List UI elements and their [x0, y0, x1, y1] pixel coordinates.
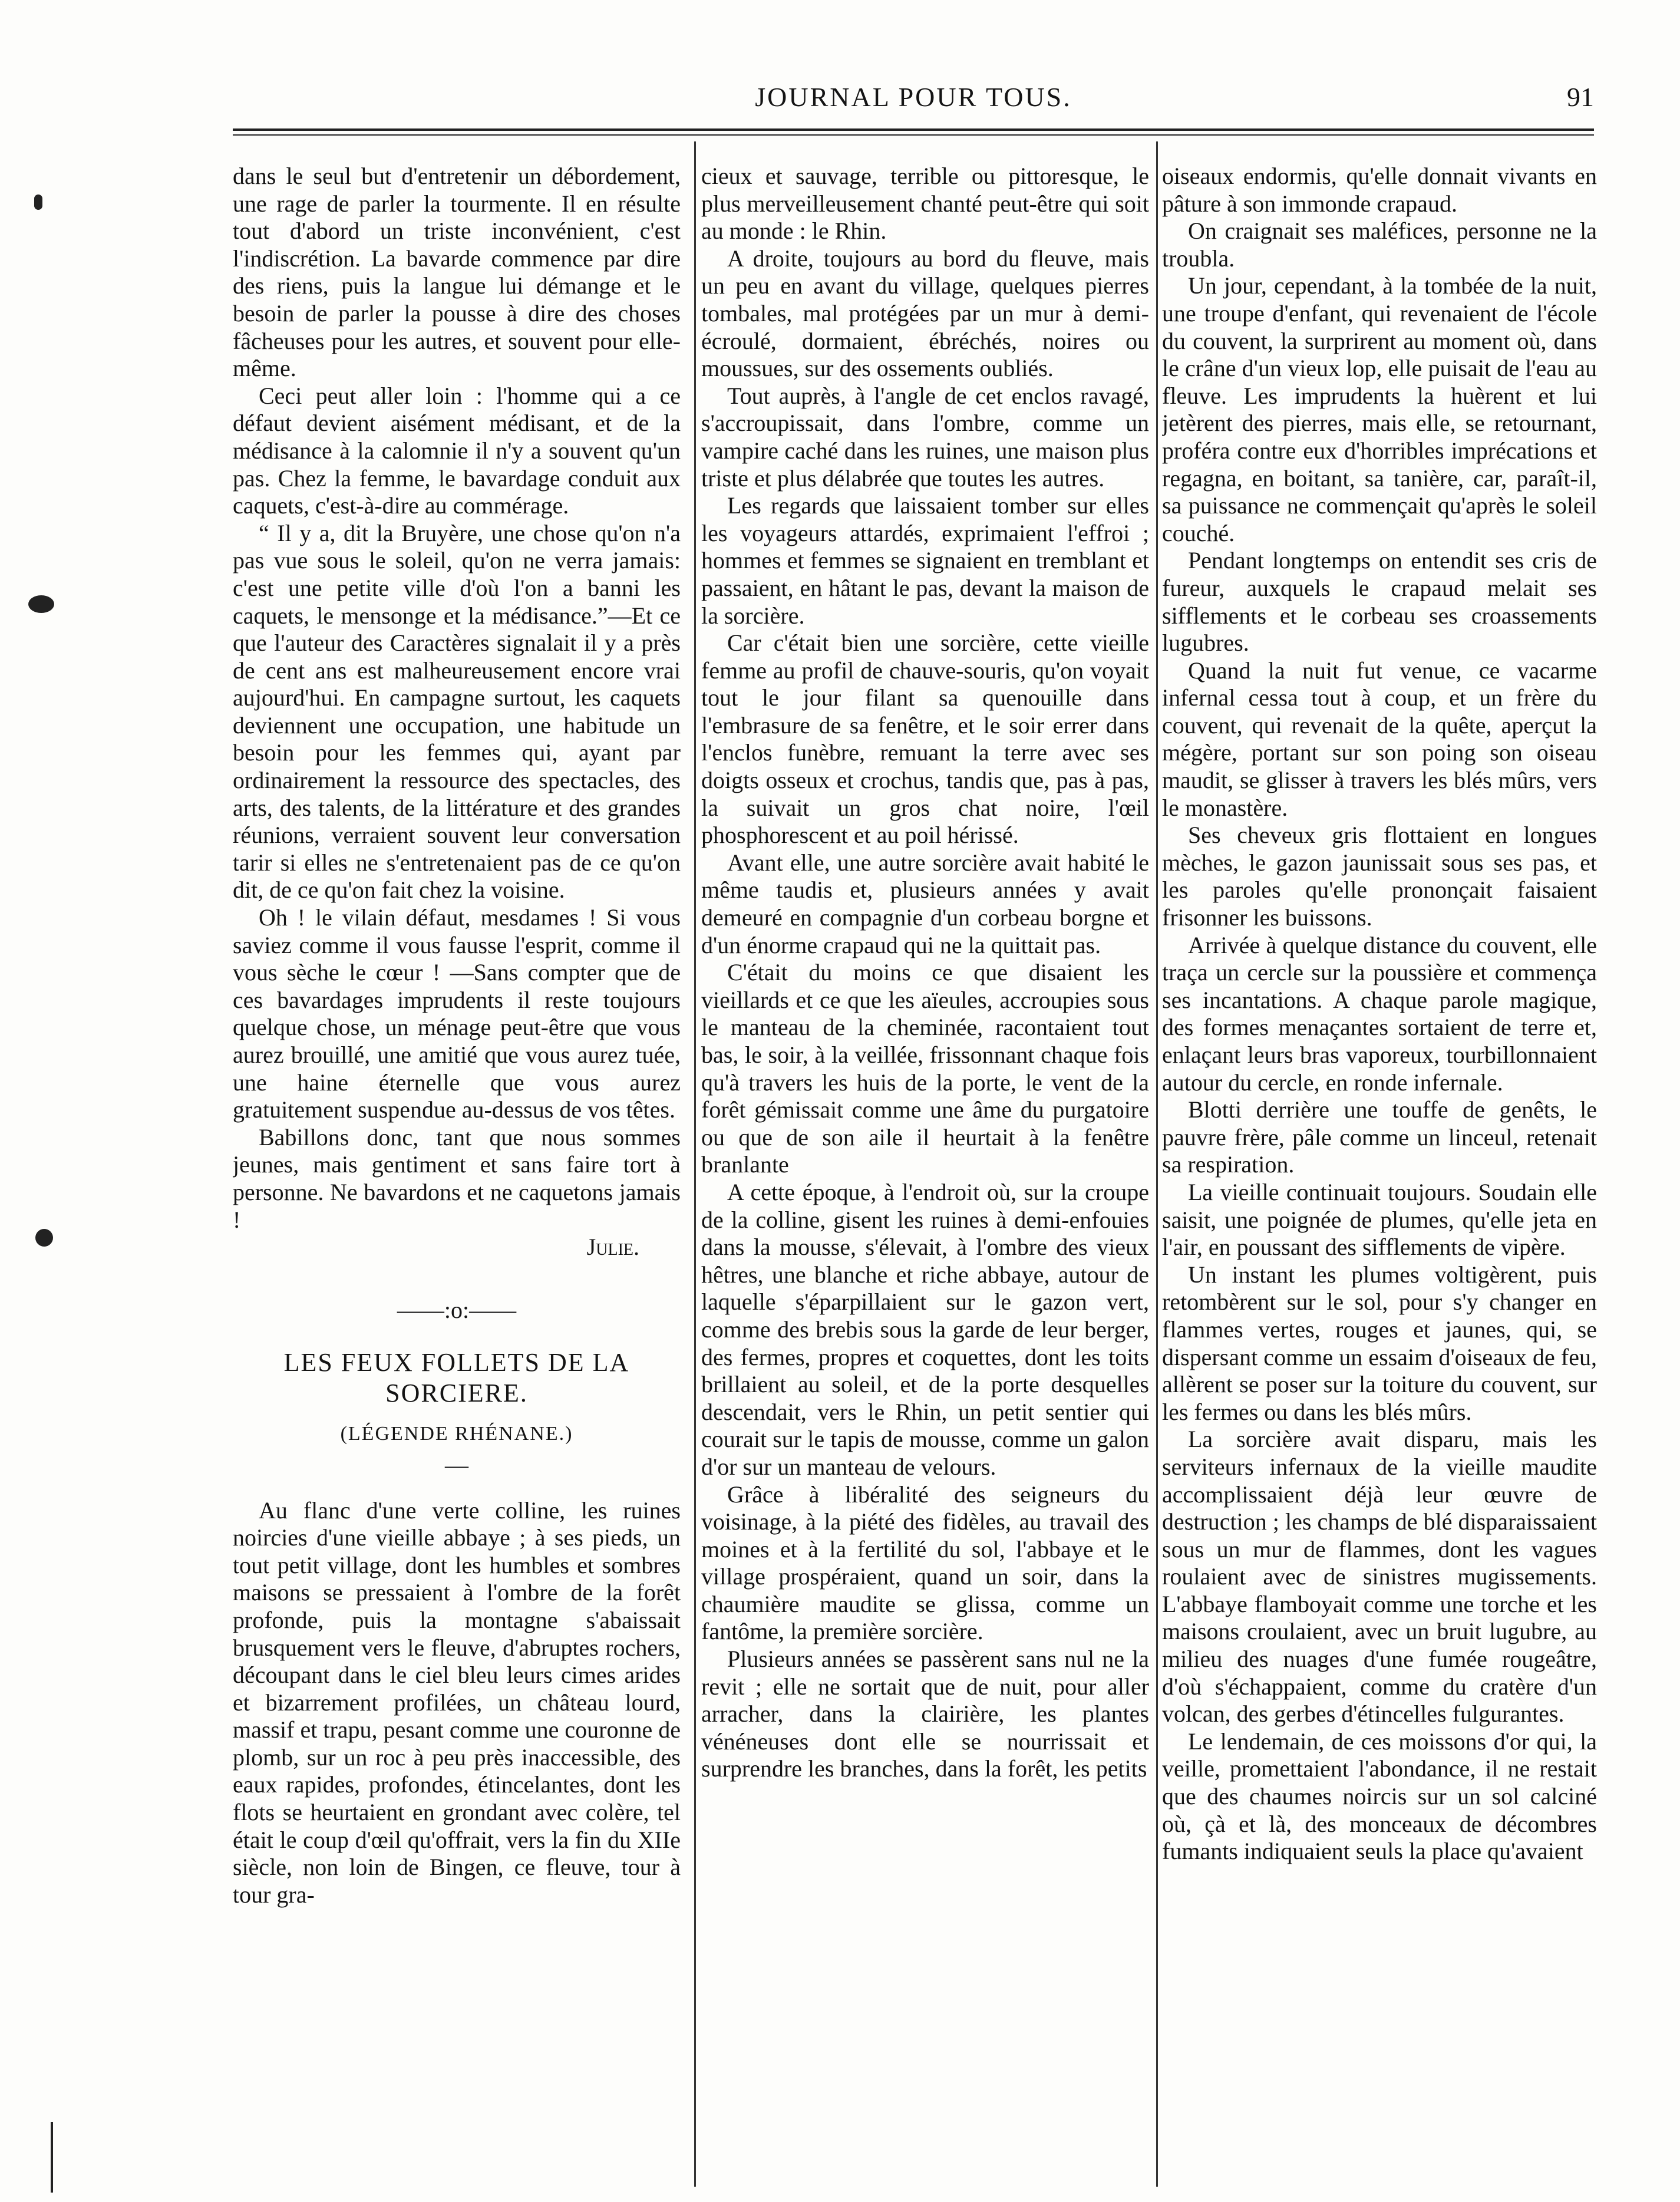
paragraph: Tout auprès, à l'angle de cet enclos ravagé, s'accroupissait, dans l'ombre, comme un vampire caché dans les ruines, une maison plus triste et plus délabrée que toutes les autres. [701, 382, 1149, 492]
article-subtitle: (LÉGENDE RHÉNANE.) [340, 1423, 573, 1445]
paragraph: Les regards que laissaient tomber sur elles les voyageurs attardés, exprimaient l'effroi ; hommes et femmes se signaient en tremblant et passaient, en hâtant le pas, devant la maison de la sorcière. [701, 492, 1149, 629]
paragraph: Un jour, cependant, à la tombée de la nuit, une troupe d'enfant, qui revenaient de l'école du couvent, la surprirent au moment où, dans le crâne d'un vieux lop, elle puisait de l'eau au fleuve. Les imprudents la huèrent et lui jetèrent des pierres, mais elle, se retournant, proféra contre eux d'horribles imprécations et regagna, en boitant, sa tanière, car, paraît-il, sa puissance ne commençait qu'après le soleil couché. [1162, 272, 1597, 546]
column-3 [1162, 163, 1597, 2178]
paragraph: Le lendemain, de ces moissons d'or qui, la veille, promettaient l'abondance, il ne restait que des chaumes noircis sur un sol calciné où, çà et là, des monceaux de décombres fumants indiquaient seuls la place qu'avaient [1162, 1728, 1597, 1865]
paragraph: oiseaux endormis, qu'elle donnait vivants en pâture à son immonde crapaud. [1162, 163, 1597, 217]
paragraph: Babillons donc, tant que nous sommes jeunes, mais gentiment et sans faire tort à personne. Ne bavardons et ne caquetons jamais ! [233, 1123, 681, 1233]
page-number: 91 [1567, 82, 1594, 112]
column-divider-2 [1156, 141, 1158, 2187]
paragraph: Plusieurs années se passèrent sans nul ne la revit ; elle ne sortait que de nuit, pour aller arracher, dans la clairière, les plantes vénéneuses dont elle se nourrissait et surprendre les branches, dans la forêt, les petits [701, 1646, 1149, 1782]
paragraph: Ceci peut aller loin : l'homme qui a ce défaut devient aisément médisant, et de la médisance à la calomnie il n'y a souvent qu'un pas. Chez la femme, le bavardage conduit aux caquets, c'est-à-dire au commérage. [233, 382, 681, 519]
paragraph: Au flanc d'une verte colline, les ruines noircies d'une vieille abbaye ; à ses pieds, un tout petit village, dont les humbles et sombres maisons se pressaient à l'ombre de la forêt profonde, puis la montagne s'abaissait brusquement vers le fleuve, d'abruptes rochers, découpant dans le ciel bleu leurs cimes arides et bizarrement profilées, un château lourd, massif et trapu, pesant comme une couronne de plomb, sur un roc à peu près inaccessible, des eaux rapides, profondes, étincelantes, dont les flots se heurtaient en grondant avec colère, tel était le coup d'œil qu'offrait, vers la fin du XIIe siècle, non loin de Bingen, ce fleuve, tour à tour gra- [233, 1496, 681, 1908]
binding-mark [28, 595, 54, 613]
journal-title: JOURNAL POUR TOUS. [755, 82, 1072, 112]
paragraph: Pendant longtemps on entendit ses cris de fureur, auxquels le crapaud melait ses sifflements et le corbeau ses croassements lugubres. [1162, 547, 1597, 657]
article-dash: — [445, 1451, 468, 1478]
paragraph: A droite, toujours au bord du fleuve, mais un peu en avant du village, quelques pierres tombales, mal protégées par un mur à demi-écroulé, dormaient, ébréchés, noires ou moussues, sur des ossements oubliés. [701, 245, 1149, 382]
paragraph: Oh ! le vilain défaut, mesdames ! Si vous saviez comme il vous fausse l'esprit, comme il vous sèche le cœur ! —Sans compter que de ces bavardages imprudents il reste toujours quelque chose, un ménage peut-être que vous aurez brouillé, une amitié que vous aurez tuée, une haine éternelle que vous aurez gratuitement suspendue au-dessus de vos têtes. [233, 904, 681, 1123]
paragraph: On craignait ses maléfices, personne ne la troubla. [1162, 217, 1597, 272]
column-1 [233, 163, 681, 2178]
section-separator: ——:o:—— [397, 1296, 517, 1323]
paragraph: La vieille continuait toujours. Soudain elle saisit, une poignée de plumes, qu'elle jeta en l'air, en poussant des sifflements de vipère. [1162, 1178, 1597, 1261]
masthead [233, 77, 1594, 118]
header-rule-bottom [233, 134, 1594, 136]
paragraph: Quand la nuit fut venue, ce vacarme infernal cessa tout à coup, et un frère du couvent, qui revenait de la quête, aperçut la mégère, portant sur son poing son oiseau maudit, se glisser à travers les blés mûrs, vers le monastère. [1162, 657, 1597, 821]
paragraph: Arrivée à quelque distance du couvent, elle traça un cercle sur la poussière et commença ses incantations. A chaque parole magique, des formes menaçantes sortaient de terre et, enlaçant leurs bras vaporeux, tourbillonnaient autour du cercle, en ronde infernale. [1162, 931, 1597, 1096]
paragraph: Blotti derrière une touffe de genêts, le pauvre frère, pâle comme un linceul, retenait sa respiration. [1162, 1096, 1597, 1178]
column-divider-1 [694, 141, 696, 2187]
binding-mark [35, 1229, 53, 1247]
paragraph: Ses cheveux gris flottaient en longues mèches, le gazon jaunissait sous ses pas, et les paroles qu'elle prononçait faisaient frisonner les buissons. [1162, 822, 1597, 931]
paragraph: Grâce à libéralité des seigneurs du voisinage, à la piété des fidèles, au travail des moines et à la fertilité du sol, l'abbaye et le village prospéraient, quand un soir, dans la chaumière maudite se glissa, comme un fantôme, la première sorcière. [701, 1481, 1149, 1645]
paragraph: “ Il y a, dit la Bruyère, une chose qu'on n'a pas vue sous le soleil, qu'on ne verra jamais: c'est une petite ville d'où l'on a banni les caquets, le mensonge et la médisance.”—Et ce que l'auteur des Caractères signalait il y a près de cent ans est malheureusement encore vrai aujourd'hui. En campagne surtout, les caquets deviennent une occupation, une habitude un besoin pour les femmes qui, ayant par ordinairement la ressource des spectacles, des arts, des talents, de la littérature et des grandes réunions, verraient souvent leur conversation tarir si elles ne s'entretenaient pas de ce qu'on dit, de ce qu'on fait chez la voisine. [233, 519, 681, 904]
paragraph: cieux et sauvage, terrible ou pittoresque, le plus merveilleusement chanté peut-être qui soit au monde : le Rhin. [701, 163, 1149, 245]
paragraph: dans le seul but d'entretenir un débordement, une rage de parler la tourmente. Il en résulte tout d'abord un triste inconvénient, c'est l'indiscrétion. La bavarde commence par dire des riens, puis la langue lui démange et le besoin de parler la pousse à dire des choses fâcheuses pour les autres, et souvent pour elle-même. [233, 163, 681, 382]
paragraph: La sorcière avait disparu, mais les serviteurs infernaux de la vieille maudite accomplissaient déjà leur œuvre de destruction ; les champs de blé disparaissaient sous un mur de flammes, dont les vagues roulaient avec de sinistres mugissements. L'abbaye flamboyait comme une torche et les maisons croulaient, avec un bruit lugubre, au milieu des nuages d'une fumée rougeâtre, d'où s'échappaient, comme du cratère d'un volcan, des gerbes d'étincelles fulgurantes. [1162, 1426, 1597, 1728]
paragraph: A cette époque, à l'endroit où, sur la croupe de la colline, gisent les ruines à demi-enfouies dans la mousse, s'élevait, à l'ombre des vieux hêtres, une blanche et riche abbaye, autour de laquelle s'éparpillaient sur le gazon vert, comme des brebis sous la garde de leur berger, des fermes, propres et coquettes, dont les toits brillaient au soleil, et de la porte desquelles descendait, vers le Rhin, un petit sentier qui courait sur le tapis de mousse, comme un galon d'or sur un manteau de velours. [701, 1178, 1149, 1480]
binding-mark [34, 195, 42, 210]
signature: Julie. [586, 1234, 639, 1261]
column-2 [701, 163, 1149, 2178]
header-rule-top [233, 128, 1594, 131]
paragraph: Avant elle, une autre sorcière avait habité le même taudis et, plusieurs années y avait demeuré en compagnie d'un corbeau borgne et d'un énorme crapaud qui ne la quittait pas. [701, 849, 1149, 958]
paragraph: Car c'était bien une sorcière, cette vieille femme au profil de chauve-souris, qu'on voyait tout le jour filant sa quenouille dans l'embrasure de sa fenêtre, et le soir errer dans l'enclos funèbre, remuant la terre avec ses doigts osseux et crochus, tandis que, pas à pas, la suivait un gros chat noire, l'œil phosphorescent et au poil hérissé. [701, 629, 1149, 849]
article-title: LES FEUX FOLLETS DE LA SORCIERE. [283, 1348, 630, 1408]
margin-line [51, 2122, 53, 2193]
paragraph: Un instant les plumes voltigèrent, puis retombèrent sur le sol, pour s'y changer en flammes vertes, rouges et jaunes, qui, se dispersant comme un essaim d'oiseaux de feu, allèrent se poser sur la toiture du couvent, sur les fermes ou dans les blés mûrs. [1162, 1261, 1597, 1425]
paragraph: C'était du moins ce que disaient les vieillards et ce que les aïeules, accroupies sous le manteau de la cheminée, racontaient tout bas, le soir, à la veillée, frissonnant chaque fois qu'à travers les huis de la porte, le vent de la forêt gémissait comme une âme du purgatoire ou que de son aile il heurtait à la fenêtre branlante [701, 959, 1149, 1178]
